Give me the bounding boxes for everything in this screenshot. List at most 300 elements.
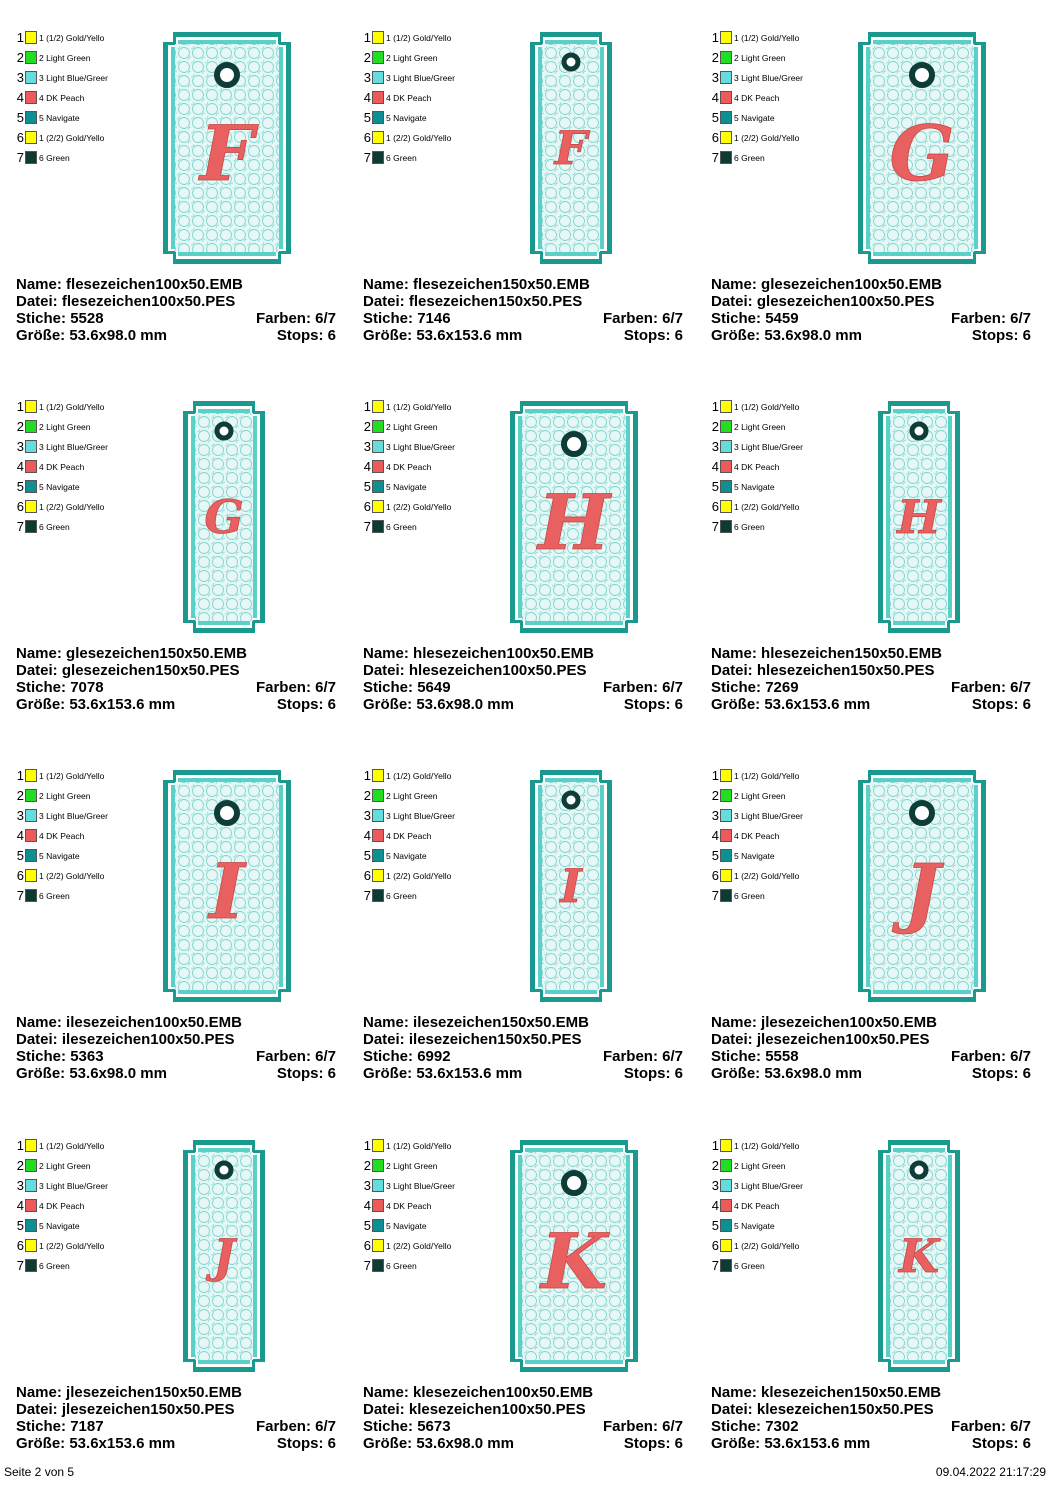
color-swatch [720, 849, 732, 862]
color-swatch [720, 31, 732, 44]
color-swatch [372, 440, 384, 453]
legend-number: 6 [16, 499, 24, 514]
color-swatch [720, 869, 732, 882]
color-swatch [720, 111, 732, 124]
design-file-label: Datei: [16, 662, 58, 679]
legend-number: 3 [711, 1178, 719, 1193]
color-count-value: 6/7 [315, 1418, 336, 1435]
design-file-value: glesezeichen100x50.PES [756, 293, 935, 310]
legend-row [709, 1178, 829, 1194]
color-swatch [25, 460, 37, 473]
hanging-hole [912, 424, 926, 438]
color-swatch [372, 500, 384, 513]
legend-number: 4 [711, 459, 719, 474]
design-size-label: Größe: [711, 327, 761, 344]
design-size-label: Größe: [711, 1435, 761, 1452]
color-swatch [25, 769, 37, 782]
legend-color-name: 6 Green [734, 522, 765, 532]
design-name [16, 1014, 336, 1031]
design-file-label: Datei: [363, 662, 405, 679]
legend-number: 6 [711, 499, 719, 514]
legend-number: 1 [16, 399, 24, 414]
legend-number: 5 [363, 1218, 371, 1233]
design-size [16, 696, 336, 713]
design-name-label: Name: [711, 645, 757, 662]
legend-color-name: 1 (1/2) Gold/Yello [734, 771, 800, 781]
legend-color-name: 6 Green [386, 891, 417, 901]
legend-number: 4 [711, 90, 719, 105]
design-name-value: glesezeichen100x50.EMB [761, 276, 942, 293]
stop-count [624, 696, 683, 713]
legend-row [709, 1258, 829, 1274]
legend-row [361, 479, 481, 495]
color-count-value: 6/7 [662, 1418, 683, 1435]
legend-row [361, 1178, 481, 1194]
color-count-value: 6/7 [315, 679, 336, 696]
legend-color-name: 1 (2/2) Gold/Yello [39, 133, 105, 143]
stitch-count-label: Stiche: [16, 1048, 67, 1065]
legend-color-name: 1 (2/2) Gold/Yello [386, 1241, 452, 1251]
color-swatch [720, 1219, 732, 1232]
color-swatch [720, 420, 732, 433]
design-size-label: Größe: [16, 696, 66, 713]
legend-color-name: 1 (1/2) Gold/Yello [386, 33, 452, 43]
color-swatch [720, 71, 732, 84]
legend-color-name: 1 (1/2) Gold/Yello [386, 402, 452, 412]
design-info [711, 645, 1031, 713]
design-name-value: flesezeichen100x50.EMB [66, 276, 243, 293]
design-name-value: flesezeichen150x50.EMB [413, 276, 590, 293]
legend-row [361, 439, 481, 455]
legend-number: 6 [16, 130, 24, 145]
bookmark-preview [163, 770, 291, 1002]
color-swatch [720, 131, 732, 144]
legend-number: 5 [711, 479, 719, 494]
legend-color-name: 1 (1/2) Gold/Yello [39, 402, 105, 412]
monogram-letter: G [204, 490, 244, 544]
legend-number: 3 [363, 1178, 371, 1193]
design-name-value: glesezeichen150x50.EMB [66, 645, 247, 662]
stop-count [972, 1435, 1031, 1452]
design-card [355, 768, 685, 1128]
legend-color-name: 4 DK Peach [734, 1201, 780, 1211]
legend-number: 6 [711, 1238, 719, 1253]
color-swatch [372, 829, 384, 842]
color-swatch [25, 1159, 37, 1172]
color-swatch [25, 91, 37, 104]
stitch-count-value: 7269 [765, 679, 799, 696]
design-file-label: Datei: [363, 1401, 405, 1418]
color-count-value: 6/7 [662, 679, 683, 696]
legend-row [14, 808, 134, 824]
design-file [363, 1031, 683, 1048]
color-swatch [372, 849, 384, 862]
design-size [711, 1435, 1031, 1452]
stitch-count [711, 679, 1031, 696]
stop-count [624, 1065, 683, 1082]
color-count [603, 1418, 683, 1435]
stitch-count-value: 7146 [417, 310, 451, 327]
design-card [355, 399, 685, 759]
hanging-hole [564, 55, 578, 69]
design-file-value: ilesezeichen150x50.PES [408, 1031, 582, 1048]
design-name-value: jlesezeichen150x50.EMB [66, 1384, 242, 1401]
legend-row [709, 70, 829, 86]
legend-color-name: 4 DK Peach [39, 462, 85, 472]
stitch-count [16, 1048, 336, 1065]
color-count-value: 6/7 [1010, 1418, 1031, 1435]
legend-color-name: 5 Navigate [39, 113, 80, 123]
design-size-value: 53.6x153.6 mm [69, 696, 176, 713]
legend-color-name: 4 DK Peach [39, 831, 85, 841]
color-swatch [372, 1139, 384, 1152]
design-size-label: Größe: [363, 696, 413, 713]
design-size-label: Größe: [711, 696, 761, 713]
legend-number: 6 [363, 499, 371, 514]
stitch-count [711, 310, 1031, 327]
design-size-value: 53.6x98.0 mm [416, 1435, 514, 1452]
design-file-value: hlesezeichen150x50.PES [756, 662, 935, 679]
legend-color-name: 3 Light Blue/Greer [39, 442, 108, 452]
design-name-value: ilesezeichen100x50.EMB [66, 1014, 242, 1031]
design-size [363, 1065, 683, 1082]
design-size [16, 327, 336, 344]
color-swatch [25, 809, 37, 822]
legend-color-name: 6 Green [734, 153, 765, 163]
stitch-count-label: Stiche: [363, 1048, 414, 1065]
legend-number: 5 [16, 479, 24, 494]
design-size [711, 696, 1031, 713]
legend-color-name: 1 (2/2) Gold/Yello [39, 1241, 105, 1251]
monogram-letter: J [904, 847, 940, 936]
color-swatch [25, 849, 37, 862]
monogram-letter: H [538, 478, 610, 567]
legend-color-name: 3 Light Blue/Greer [39, 811, 108, 821]
stop-count-label: Stops: [623, 327, 671, 344]
legend-number: 3 [363, 70, 371, 85]
stop-count-label: Stops: [971, 327, 1019, 344]
stop-count [277, 1065, 336, 1082]
stitch-count-label: Stiche: [711, 310, 762, 327]
color-count-label: Farben: [255, 679, 311, 696]
color-swatch [720, 889, 732, 902]
legend-color-name: 3 Light Blue/Greer [734, 73, 803, 83]
design-name [363, 1014, 683, 1031]
color-count-value: 6/7 [1010, 1048, 1031, 1065]
legend-row [361, 50, 481, 66]
legend-number: 6 [363, 868, 371, 883]
legend-number: 1 [363, 30, 371, 45]
design-size-value: 53.6x98.0 mm [69, 1065, 167, 1082]
legend-color-name: 3 Light Blue/Greer [734, 811, 803, 821]
color-swatch [720, 1179, 732, 1192]
legend-color-name: 3 Light Blue/Greer [734, 442, 803, 452]
legend-color-name: 6 Green [734, 891, 765, 901]
legend-color-name: 4 DK Peach [734, 462, 780, 472]
stitch-count [363, 679, 683, 696]
legend-row [709, 1198, 829, 1214]
color-count [256, 1048, 336, 1065]
design-size-label: Größe: [363, 327, 413, 344]
legend-row [361, 30, 481, 46]
color-swatch [25, 1239, 37, 1252]
legend-row [709, 888, 829, 904]
legend-row [361, 419, 481, 435]
legend-row [361, 888, 481, 904]
legend-color-name: 1 (1/2) Gold/Yello [734, 33, 800, 43]
color-swatch [25, 520, 37, 533]
stitch-count-value: 7187 [70, 1418, 104, 1435]
color-swatch [720, 1259, 732, 1272]
monogram-letter: I [560, 859, 582, 913]
bookmark-preview [183, 1140, 265, 1372]
legend-color-name: 2 Light Green [386, 53, 438, 63]
stop-count-label: Stops: [623, 1435, 671, 1452]
color-count [951, 1048, 1031, 1065]
design-info [711, 1384, 1031, 1452]
color-swatch [25, 400, 37, 413]
stop-count-label: Stops: [276, 1065, 324, 1082]
color-swatch [25, 420, 37, 433]
legend-number: 3 [16, 808, 24, 823]
legend-number: 3 [711, 808, 719, 823]
design-name-label: Name: [363, 276, 409, 293]
design-size [711, 1065, 1031, 1082]
design-size [363, 1435, 683, 1452]
legend-row [14, 90, 134, 106]
legend-color-name: 1 (1/2) Gold/Yello [386, 771, 452, 781]
design-name-label: Name: [16, 1384, 62, 1401]
legend-color-name: 3 Light Blue/Greer [39, 1181, 108, 1191]
hanging-hole [217, 424, 231, 438]
design-name-value: ilesezeichen150x50.EMB [413, 1014, 589, 1031]
color-swatch [25, 829, 37, 842]
stitch-count [363, 1048, 683, 1065]
legend-row [14, 848, 134, 864]
stitch-count-value: 6992 [417, 1048, 451, 1065]
legend-row [361, 459, 481, 475]
stop-count [277, 327, 336, 344]
design-card [8, 1138, 338, 1498]
design-size-label: Größe: [16, 1435, 66, 1452]
legend-color-name: 2 Light Green [734, 53, 786, 63]
color-swatch [372, 480, 384, 493]
legend-number: 5 [711, 848, 719, 863]
legend-row [361, 70, 481, 86]
stitch-count-value: 5673 [417, 1418, 451, 1435]
design-file-label: Datei: [711, 1031, 753, 1048]
legend-row [14, 828, 134, 844]
legend-number: 1 [711, 1138, 719, 1153]
color-swatch [25, 1259, 37, 1272]
stitch-count [16, 679, 336, 696]
legend-color-name: 2 Light Green [734, 422, 786, 432]
hanging-hole [912, 803, 932, 823]
color-count-label: Farben: [602, 1418, 658, 1435]
color-swatch [25, 51, 37, 64]
legend-number: 3 [16, 1178, 24, 1193]
legend-number: 7 [711, 1258, 719, 1273]
color-swatch [720, 1199, 732, 1212]
color-swatch [25, 440, 37, 453]
color-swatch [720, 520, 732, 533]
legend-number: 5 [363, 479, 371, 494]
bookmark-preview [510, 401, 638, 633]
stop-count-value: 6 [327, 1065, 336, 1082]
legend-color-name: 3 Light Blue/Greer [39, 73, 108, 83]
color-swatch [372, 769, 384, 782]
color-swatch [720, 500, 732, 513]
color-swatch [372, 31, 384, 44]
legend-color-name: 2 Light Green [386, 791, 438, 801]
legend-color-name: 2 Light Green [39, 791, 91, 801]
stitch-count-label: Stiche: [363, 310, 414, 327]
legend-row [14, 1238, 134, 1254]
color-swatch [372, 400, 384, 413]
legend-color-name: 1 (2/2) Gold/Yello [734, 1241, 800, 1251]
color-count [603, 310, 683, 327]
legend-number: 5 [363, 110, 371, 125]
legend-row [14, 1178, 134, 1194]
design-name-value: jlesezeichen100x50.EMB [761, 1014, 937, 1031]
legend-row [361, 399, 481, 415]
legend-color-name: 3 Light Blue/Greer [386, 811, 455, 821]
legend-row [14, 519, 134, 535]
stitch-count-value: 7302 [765, 1418, 799, 1435]
legend-row [14, 1218, 134, 1234]
stop-count-label: Stops: [276, 1435, 324, 1452]
stop-count-value: 6 [1022, 696, 1031, 713]
legend-row [14, 50, 134, 66]
legend-number: 3 [16, 70, 24, 85]
design-name-value: klesezeichen150x50.EMB [761, 1384, 942, 1401]
print-datetime: 09.04.2022 21:17:29 [935, 1465, 1046, 1479]
color-swatch [372, 1179, 384, 1192]
legend-row [361, 150, 481, 166]
legend-number: 6 [363, 1238, 371, 1253]
legend-row [361, 1258, 481, 1274]
legend-row [709, 399, 829, 415]
color-swatch [372, 111, 384, 124]
legend-color-name: 1 (2/2) Gold/Yello [386, 502, 452, 512]
legend-row [361, 848, 481, 864]
legend-row [14, 30, 134, 46]
design-size-value: 53.6x98.0 mm [764, 1065, 862, 1082]
stop-count-value: 6 [1022, 327, 1031, 344]
stitch-count-label: Stiche: [16, 1418, 67, 1435]
legend-number: 1 [363, 399, 371, 414]
design-name-label: Name: [363, 645, 409, 662]
legend-number: 3 [711, 439, 719, 454]
stop-count-value: 6 [327, 327, 336, 344]
color-swatch [372, 420, 384, 433]
legend-number: 2 [711, 788, 719, 803]
stop-count [972, 696, 1031, 713]
color-count-label: Farben: [950, 1418, 1006, 1435]
legend-number: 1 [16, 30, 24, 45]
design-name [711, 276, 1031, 293]
legend-number: 4 [363, 459, 371, 474]
legend-row [14, 1258, 134, 1274]
design-card [703, 768, 1033, 1128]
color-swatch [25, 131, 37, 144]
legend-row [14, 479, 134, 495]
design-name [711, 1384, 1031, 1401]
design-name [363, 276, 683, 293]
legend-number: 7 [711, 888, 719, 903]
legend-row [361, 110, 481, 126]
color-count-value: 6/7 [315, 310, 336, 327]
design-card [8, 30, 338, 390]
stop-count-value: 6 [327, 1435, 336, 1452]
legend-color-name: 2 Light Green [39, 422, 91, 432]
design-name-value: klesezeichen100x50.EMB [413, 1384, 594, 1401]
color-swatch [25, 1139, 37, 1152]
design-info [16, 1014, 336, 1082]
design-file-label: Datei: [16, 1401, 58, 1418]
legend-color-name: 5 Navigate [386, 482, 427, 492]
legend-row [14, 110, 134, 126]
color-swatch [372, 91, 384, 104]
color-count [603, 1048, 683, 1065]
legend-row [709, 30, 829, 46]
stop-count-value: 6 [674, 1435, 683, 1452]
legend-number: 7 [711, 519, 719, 534]
legend-number: 2 [711, 1158, 719, 1173]
design-info [711, 1014, 1031, 1082]
hanging-hole [564, 434, 584, 454]
legend-row [709, 868, 829, 884]
color-count [256, 679, 336, 696]
legend-color-name: 1 (2/2) Gold/Yello [39, 871, 105, 881]
color-swatch [372, 1239, 384, 1252]
legend-row [361, 1238, 481, 1254]
legend-color-name: 3 Light Blue/Greer [734, 1181, 803, 1191]
color-swatch [25, 1199, 37, 1212]
legend-row [361, 1158, 481, 1174]
stop-count [624, 1435, 683, 1452]
design-file-value: ilesezeichen100x50.PES [61, 1031, 235, 1048]
stitch-count [711, 1048, 1031, 1065]
stop-count [972, 327, 1031, 344]
color-count-value: 6/7 [1010, 679, 1031, 696]
legend-color-name: 6 Green [386, 153, 417, 163]
stop-count-label: Stops: [276, 327, 324, 344]
color-swatch [372, 51, 384, 64]
legend-color-name: 4 DK Peach [39, 1201, 85, 1211]
design-info [16, 1384, 336, 1452]
legend-row [14, 399, 134, 415]
legend-number: 1 [16, 1138, 24, 1153]
legend-color-name: 1 (2/2) Gold/Yello [734, 133, 800, 143]
stop-count-label: Stops: [971, 1435, 1019, 1452]
legend-row [709, 499, 829, 515]
legend-number: 7 [363, 1258, 371, 1273]
design-file [16, 1031, 336, 1048]
stop-count-value: 6 [1022, 1435, 1031, 1452]
legend-row [709, 459, 829, 475]
color-count-label: Farben: [255, 1048, 311, 1065]
stitch-count-label: Stiche: [711, 1048, 762, 1065]
design-card [703, 399, 1033, 759]
legend-row [709, 1218, 829, 1234]
design-name-label: Name: [363, 1014, 409, 1031]
monogram-letter: F [554, 121, 588, 175]
stop-count-label: Stops: [276, 696, 324, 713]
color-swatch [720, 91, 732, 104]
design-size-label: Größe: [16, 1065, 66, 1082]
legend-color-name: 5 Navigate [734, 113, 775, 123]
